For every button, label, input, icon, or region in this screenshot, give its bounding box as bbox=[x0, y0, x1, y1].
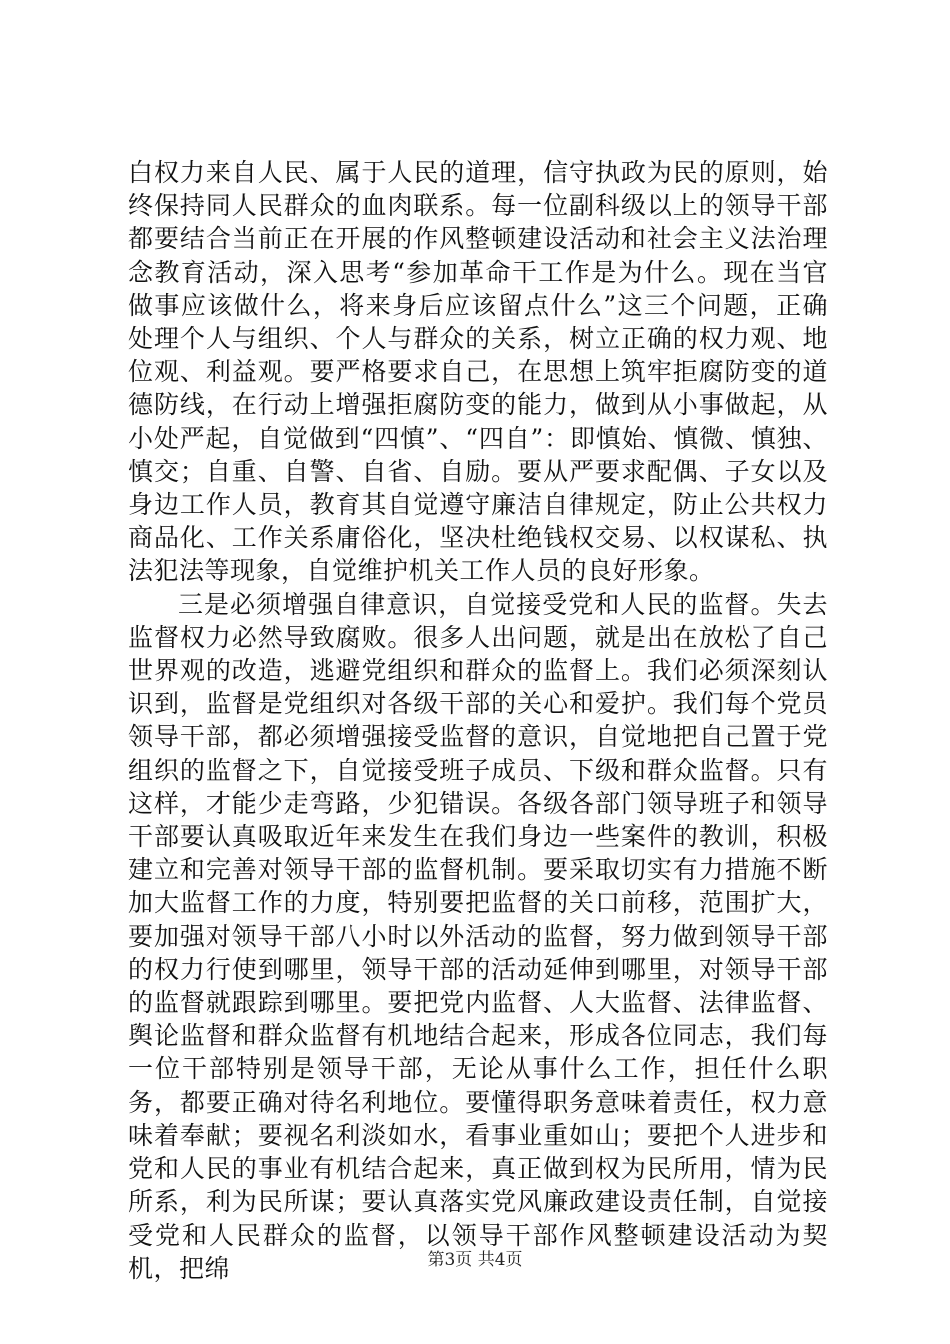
page-footer: 第3页 共4页 bbox=[427, 1250, 523, 1270]
paragraph-1: 白权力来自人民、属于人民的道理，信守执政为民的原则，始终保持同人民群众的血肉联系。每一位副科级以上的领导干部都要结合当前正在开展的作风整顿建设活动和社会主义法治理念教育活动，深入思考“参加革命干工作是为什么。现在当官做事应该做什么，将来身后应该留点什么”这三个问题，正确处理个人与组织、个人与群众的关系，树立正确的权力观、地位观、利益观。要严格要求自己，在思想上筑牢拒腐防变的道德防线，在行动上增强拒腐防变的能力，做到从小事做起，从小处严起，自觉做到“四慎”、“四自”：即慎始、慎微、慎独、慎交；自重、自警、自省、自励。要从严要求配偶、子女以及身边工作人员，教育其自觉遵守廉洁自律规定，防止公共权力商品化、工作关系庸俗化，坚决杜绝钱权交易、以权谋私、执法犯法等现象，自觉维护机关工作人员的良好形象。 bbox=[128, 158, 828, 586]
document-body bbox=[128, 156, 828, 1285]
paragraph-2: 三是必须增强自律意识，自觉接受党和人民的监督。失去监督权力必然导致腐败。很多人出问题，就是出在放松了自己世界观的改造，逃避党组织和群众的监督上。我们必须深刻认识到，监督是党组织对各级干部的关心和爱护。我们每个党员领导干部，都必须增强接受监督的意识，自觉地把自己置于党组织的监督之下，自觉接受班子成员、下级和群众监督。只有这样，才能少走弯路，少犯错误。各级各部门领导班子和领导干部要认真吸取近年来发生在我们身边一些案件的教训，积极建立和完善对领导干部的监督机制。要采取切实有力措施不断加大监督工作的力度，特别要把监督的关口前移，范围扩大，要加强对领导干部八小时以外活动的监督，努力做到领导干部的权力行使到哪里，领导干部的活动延伸到哪里，对领导干部的监督就跟踪到哪里。要把党内监督、人大监督、法律监督、舆论监督和群众监督有机地结合起来，形成各位同志，我们每一位干部特别是领导干部，无论从事什么工作，担任什么职务，都要正确对待名利地位。要懂得职务意味着责任，权力意味着奉献；要视名利淡如水，看事业重如山；要把个人进步和党和人民的事业有机结合起来，真正做到权为民所用，情为民所系，利为民所谋；要认真落实党风廉政建设责任制，自觉接受党和人民群众的监督，以领导干部作风整顿建设活动为契机，把绵 bbox=[128, 589, 828, 1283]
